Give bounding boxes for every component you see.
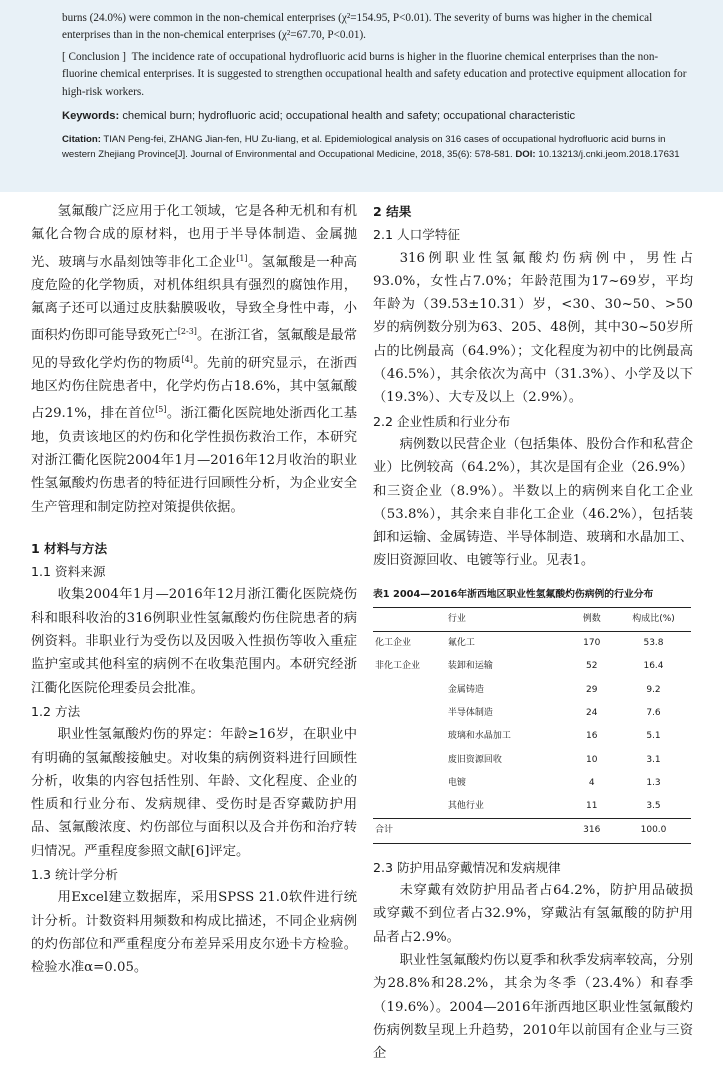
table-cell: 100.0 (640, 825, 667, 836)
abstract-keywords: Keywords: chemical burn; hydrofluoric acid; occupational health and safety; occupational characteristic (62, 110, 576, 123)
left-column (31, 200, 357, 980)
industry-table (373, 607, 691, 844)
table-cell: 29 (586, 684, 598, 695)
table-row (373, 772, 691, 795)
table-row (373, 749, 691, 772)
season-paragraph: 职业性氢氟酸灼伤以夏季和秋季发病率较高，分别为28.8%和28.2%，其余为冬季（23.4%）和春季（19.6%）。2004—2016年浙西地区职业性氢氟酸灼伤病例数呈现上升趋势，2010年以前国有企业与三资企 (373, 952, 693, 1062)
subsection-heading-enterprise: 2.2 企业性质和行业分布 (373, 413, 511, 429)
table-cell: 装卸和运输 (447, 661, 493, 672)
table-row (373, 795, 691, 819)
table-cell: 电镀 (447, 777, 466, 788)
table-cell: 1.3 (646, 777, 661, 788)
method-paragraph: 职业性氢氟酸灼伤的界定：年龄≥16岁，在职业中有明确的氢氟酸接触史。对收集的病例资料进行回顾性分析，收集的内容包括性别、年龄、文化程度、企业的性质和行业分布、发病规律、受伤时是否穿戴防护用品、氢氟酸浓度、灼伤部位与面积以及合并伤和治疗转归情况。严重程度参照文献[6]评定。 (31, 727, 357, 859)
table-cell (373, 725, 440, 748)
table-cell: 废旧资源回收 (447, 754, 502, 765)
abstract-conclusion: [ Conclusion ] The incidence rate of occupational hydrofluoric acid burns is higher in the fluorine chemical enterprises than the non-fluorine chemical enterprises. It is suggested to strengthen occupational health and safety education and protective equipment allocation for high-risk workers. (62, 50, 687, 98)
stats-paragraph: 用Excel建立数据库，采用SPSS 21.0软件进行统计分析。计数资料用频数和构成比描述，不同企业病例的灼伤部位和严重程度分布差异采用皮尔逊卡方检验。检验水准α=0.05。 (31, 890, 357, 976)
subsection-heading-ppe: 2.3 防护用品穿戴情况和发病规律 (373, 859, 561, 875)
table-cell: 9.2 (646, 684, 661, 695)
intro-paragraph: 氢氟酸广泛应用于化工领域，它是各种无机和有机氟化合物合成的原材料，也用于半导体制造、金属抛光、玻璃与水晶刻蚀等非化工企业[1]。氢氟酸是一种高度危险的化学物质，对机体组织具有强烈的腐蚀作用，氟离子还可以通过皮肤黏膜吸收，导致全身性中毒，小面积灼伤即可能导致死亡[2-3]。在浙江省，氢氟酸是最常见的导致化学灼伤的物质[4]。先前的研究显示，在浙西地区灼伤住院患者中，化学灼伤占18.6%，其中氢氟酸占29.1%，排在首位[5]。浙江衢化医院地处浙西化工基地，负责该地区的灼伤和化学性损伤救治工作，本研究对浙江衢化医院2004年1月—2016年12月收治的职业性氢氟酸灼伤患者的特征进行回顾性分析，为企业安全生产管理和制定防控对策提供依据。 (31, 204, 358, 515)
table-total-row (373, 819, 691, 843)
subsection-heading-source: 1.1 资料来源 (31, 564, 106, 580)
subsection-heading-demographics: 2.1 人口学特征 (373, 227, 461, 243)
table-row (373, 725, 691, 748)
table-header-cell: 构成比(%) (632, 613, 675, 624)
table-cell: 3.5 (646, 801, 661, 812)
table-title: 表1 2004—2016年浙西地区职业性氢氟酸灼伤病例的行业分布 (373, 588, 654, 600)
table-cell: 16 (586, 731, 598, 742)
table-cell (373, 772, 440, 795)
table-cell: 玻璃和水晶加工 (447, 731, 511, 742)
table-cell: 非化工企业 (375, 661, 421, 672)
table-cell: 化工企业 (375, 638, 412, 649)
table-header-cell: 行业 (447, 613, 466, 624)
abstract-panel (0, 0, 723, 192)
table-cell (440, 819, 568, 843)
table-cell: 半导体制造 (447, 707, 493, 718)
table-cell: 316 (583, 825, 601, 836)
subsection-heading-method: 1.2 方法 (31, 703, 81, 719)
table-cell (373, 702, 440, 725)
table-cell: 10 (586, 754, 598, 765)
table-row (373, 655, 691, 678)
table-cell: 11 (586, 801, 598, 812)
subsection-heading-stats: 1.3 统计学分析 (31, 867, 119, 883)
table-cell: 170 (583, 638, 601, 649)
table-cell: 氟化工 (447, 638, 475, 649)
table-cell: 24 (586, 707, 598, 718)
table-row (373, 632, 691, 656)
table-cell: 其他行业 (447, 801, 484, 812)
enterprise-paragraph: 病例数以民营企业（包括集体、股份合作和私营企业）比例较高（64.2%），其次是国有企业（26.9%）和三资企业（8.9%）。半数以上的病例来自化工企业（53.8%），其余来自非化工企业（46.2%），包括装卸和运输、金属铸造、半导体制造、玻璃和水晶加工、废旧资源回收、电镀等行业。见表1。 (373, 436, 693, 569)
table-header-cell: 例数 (582, 613, 601, 624)
table-cell: 7.6 (646, 707, 661, 718)
table-header-row (373, 607, 691, 631)
table-cell (373, 749, 440, 772)
table-cell: 52 (586, 661, 598, 672)
abstract-results-tail: burns (24.0%) were common in the non-chemical enterprises (χ²=154.95, P<0.01). The severity of burns was higher in the chemical enterprises than in the non-chemical enterprises (χ²=67.70, P<0.01). (62, 12, 653, 42)
ppe-paragraph: 未穿戴有效防护用品者占64.2%，防护用品破损或穿戴不到位者占32.9%，穿戴沾有氢氟酸的防护用品者占2.9%。 (373, 883, 693, 945)
table-cell: 16.4 (643, 661, 664, 672)
section-heading-methods: 1 材料与方法 (31, 540, 108, 556)
section-heading-results: 2 结果 (373, 204, 412, 219)
table-cell (373, 795, 440, 819)
table-cell: 3.1 (646, 754, 661, 765)
demographics-paragraph: 316例职业性氢氟酸灼伤病例中，男性占93.0%，女性占7.0%；年龄范围为17~69岁，平均年龄为（39.53±10.31）岁，<30、30~50、>50岁的病例数分别为63、205、48例，其中30~50岁所占的比例最高（64.9%）；文化程度为初中的比例最高（46.5%），其余依次为高中（31.3%）、小学及以下（19.3%）、大专及以上（2.9%）。 (373, 250, 693, 406)
table-cell: 5.1 (646, 731, 661, 742)
table-header-cell (373, 607, 440, 631)
table-cell: 金属铸造 (447, 684, 484, 695)
source-paragraph: 收集2004年1月—2016年12月浙江衢化医院烧伤科和眼科收治的316例职业性氢氟酸灼伤住院患者的病例资料。非职业行为受伤以及因吸入性损伤等收入重症监护室或其他科室的病例不在收集范围内。本研究经浙江衢化医院伦理委员会批准。 (31, 587, 357, 696)
table-row (373, 702, 691, 725)
table-row (373, 679, 691, 702)
table-cell: 合计 (375, 825, 394, 836)
table-cell (373, 679, 440, 702)
table-cell: 53.8 (643, 638, 664, 649)
abstract-citation: Citation: TIAN Peng-fei, ZHANG Jian-fen, HU Zu-liang, et al. Epidemiological analysis on 316 cases of occupational hydrofluoric acid burns in western Zhejiang Province[J]. Journal of Environmental and Occupational Medicine, 2018, 35(6): 578-581. DOI: 10.13213/j.cnki.jeom.2018.17631 (62, 134, 680, 161)
table-cell: 4 (588, 777, 595, 788)
right-column (373, 200, 693, 1065)
